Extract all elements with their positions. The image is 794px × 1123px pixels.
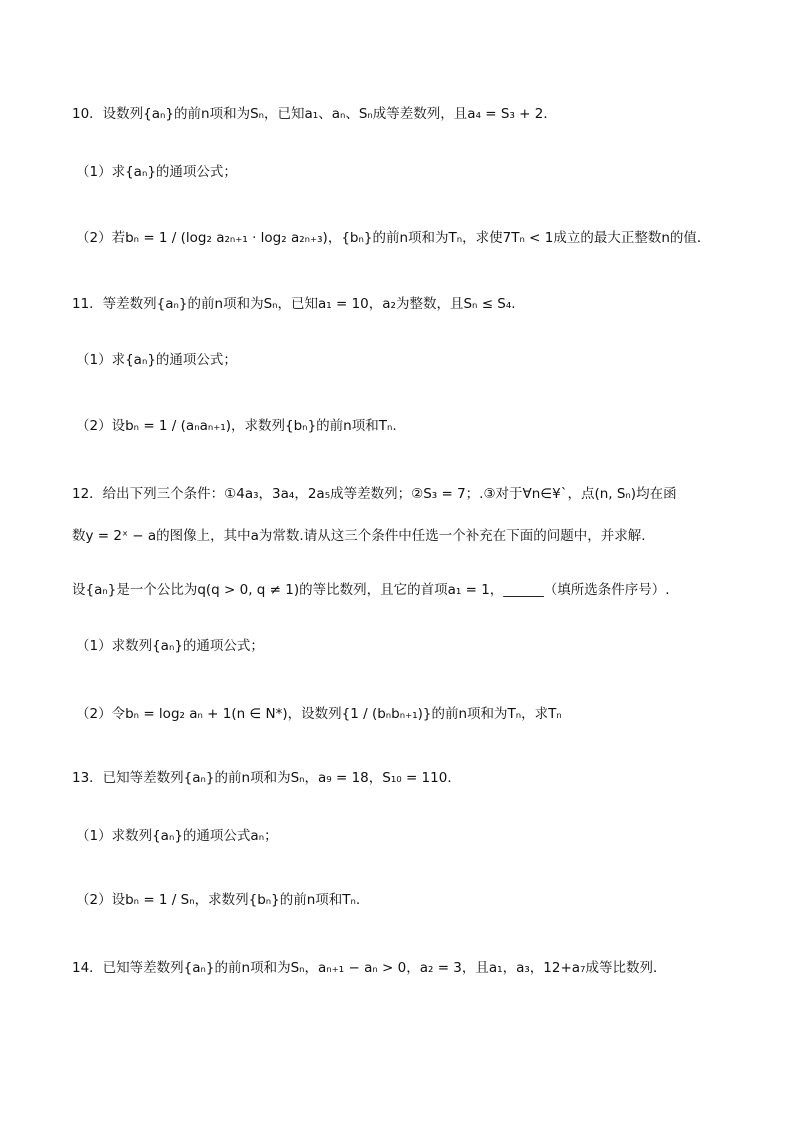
problem-13-statement: 13．已知等差数列{aₙ}的前n项和为Sₙ，a₉ = 18，S₁₀ = 110． [72, 770, 461, 786]
problem-13-part-1: （1）求数列{aₙ}的通项公式aₙ； [76, 828, 278, 844]
problem-13-part-2: （2）设bₙ = 1 / Sₙ，求数列{bₙ}的前n项和Tₙ. [76, 892, 361, 908]
problem-12-part-2: （2）令bₙ = log₂ aₙ + 1(n ∈ N*)，设数列{1 / (bₙbₙ₊₁)}的前n项和为Tₙ，求Tₙ [76, 706, 562, 722]
problem-12-statement-line-1: 12．给出下列三个条件：①4a₃，3a₄，2a₅成等差数列；②S₃ = 7；.③对于∀n∈¥`，点(n, Sₙ)均在函 [72, 486, 677, 502]
problem-14-statement: 14．已知等差数列{aₙ}的前n项和为Sₙ，aₙ₊₁ − aₙ > 0，a₂ = 3，且a₁，a₃，12+a₇成等比数列． [72, 960, 667, 976]
problem-11-part-1: （1）求{aₙ}的通项公式； [76, 352, 237, 368]
problem-12-part-1: （1）求数列{aₙ}的通项公式； [76, 638, 264, 654]
problem-12-statement-line-2: 数y = 2ˣ − a的图像上，其中a为常数.请从这三个条件中任选一个补充在下面的问题中，并求解. [72, 528, 646, 544]
problem-11-part-2: （2）设bₙ = 1 / (aₙaₙ₊₁)，求数列{bₙ}的前n项和Tₙ. [76, 418, 397, 434]
problem-12-setup: 设{aₙ}是一个公比为q(q > 0, q ≠ 1)的等比数列，且它的首项a₁ = 1，______（填所选条件序号）. [72, 582, 670, 598]
problem-10-part-1: （1）求{aₙ}的通项公式； [76, 164, 237, 180]
problem-11-statement: 11．等差数列{aₙ}的前n项和为Sₙ，已知a₁ = 10，a₂为整数，且Sₙ ≤ S₄. [72, 296, 516, 312]
problem-10-part-2: （2）若bₙ = 1 / (log₂ a₂ₙ₊₁ · log₂ a₂ₙ₊₃)，{bₙ}的前n项和为Tₙ，求使7Tₙ < 1成立的最大正整数n的值． [76, 230, 711, 246]
problem-10-statement: 10．设数列{aₙ}的前n项和为Sₙ，已知a₁、aₙ、Sₙ成等差数列，且a₄ = S₃ + 2． [72, 106, 557, 122]
